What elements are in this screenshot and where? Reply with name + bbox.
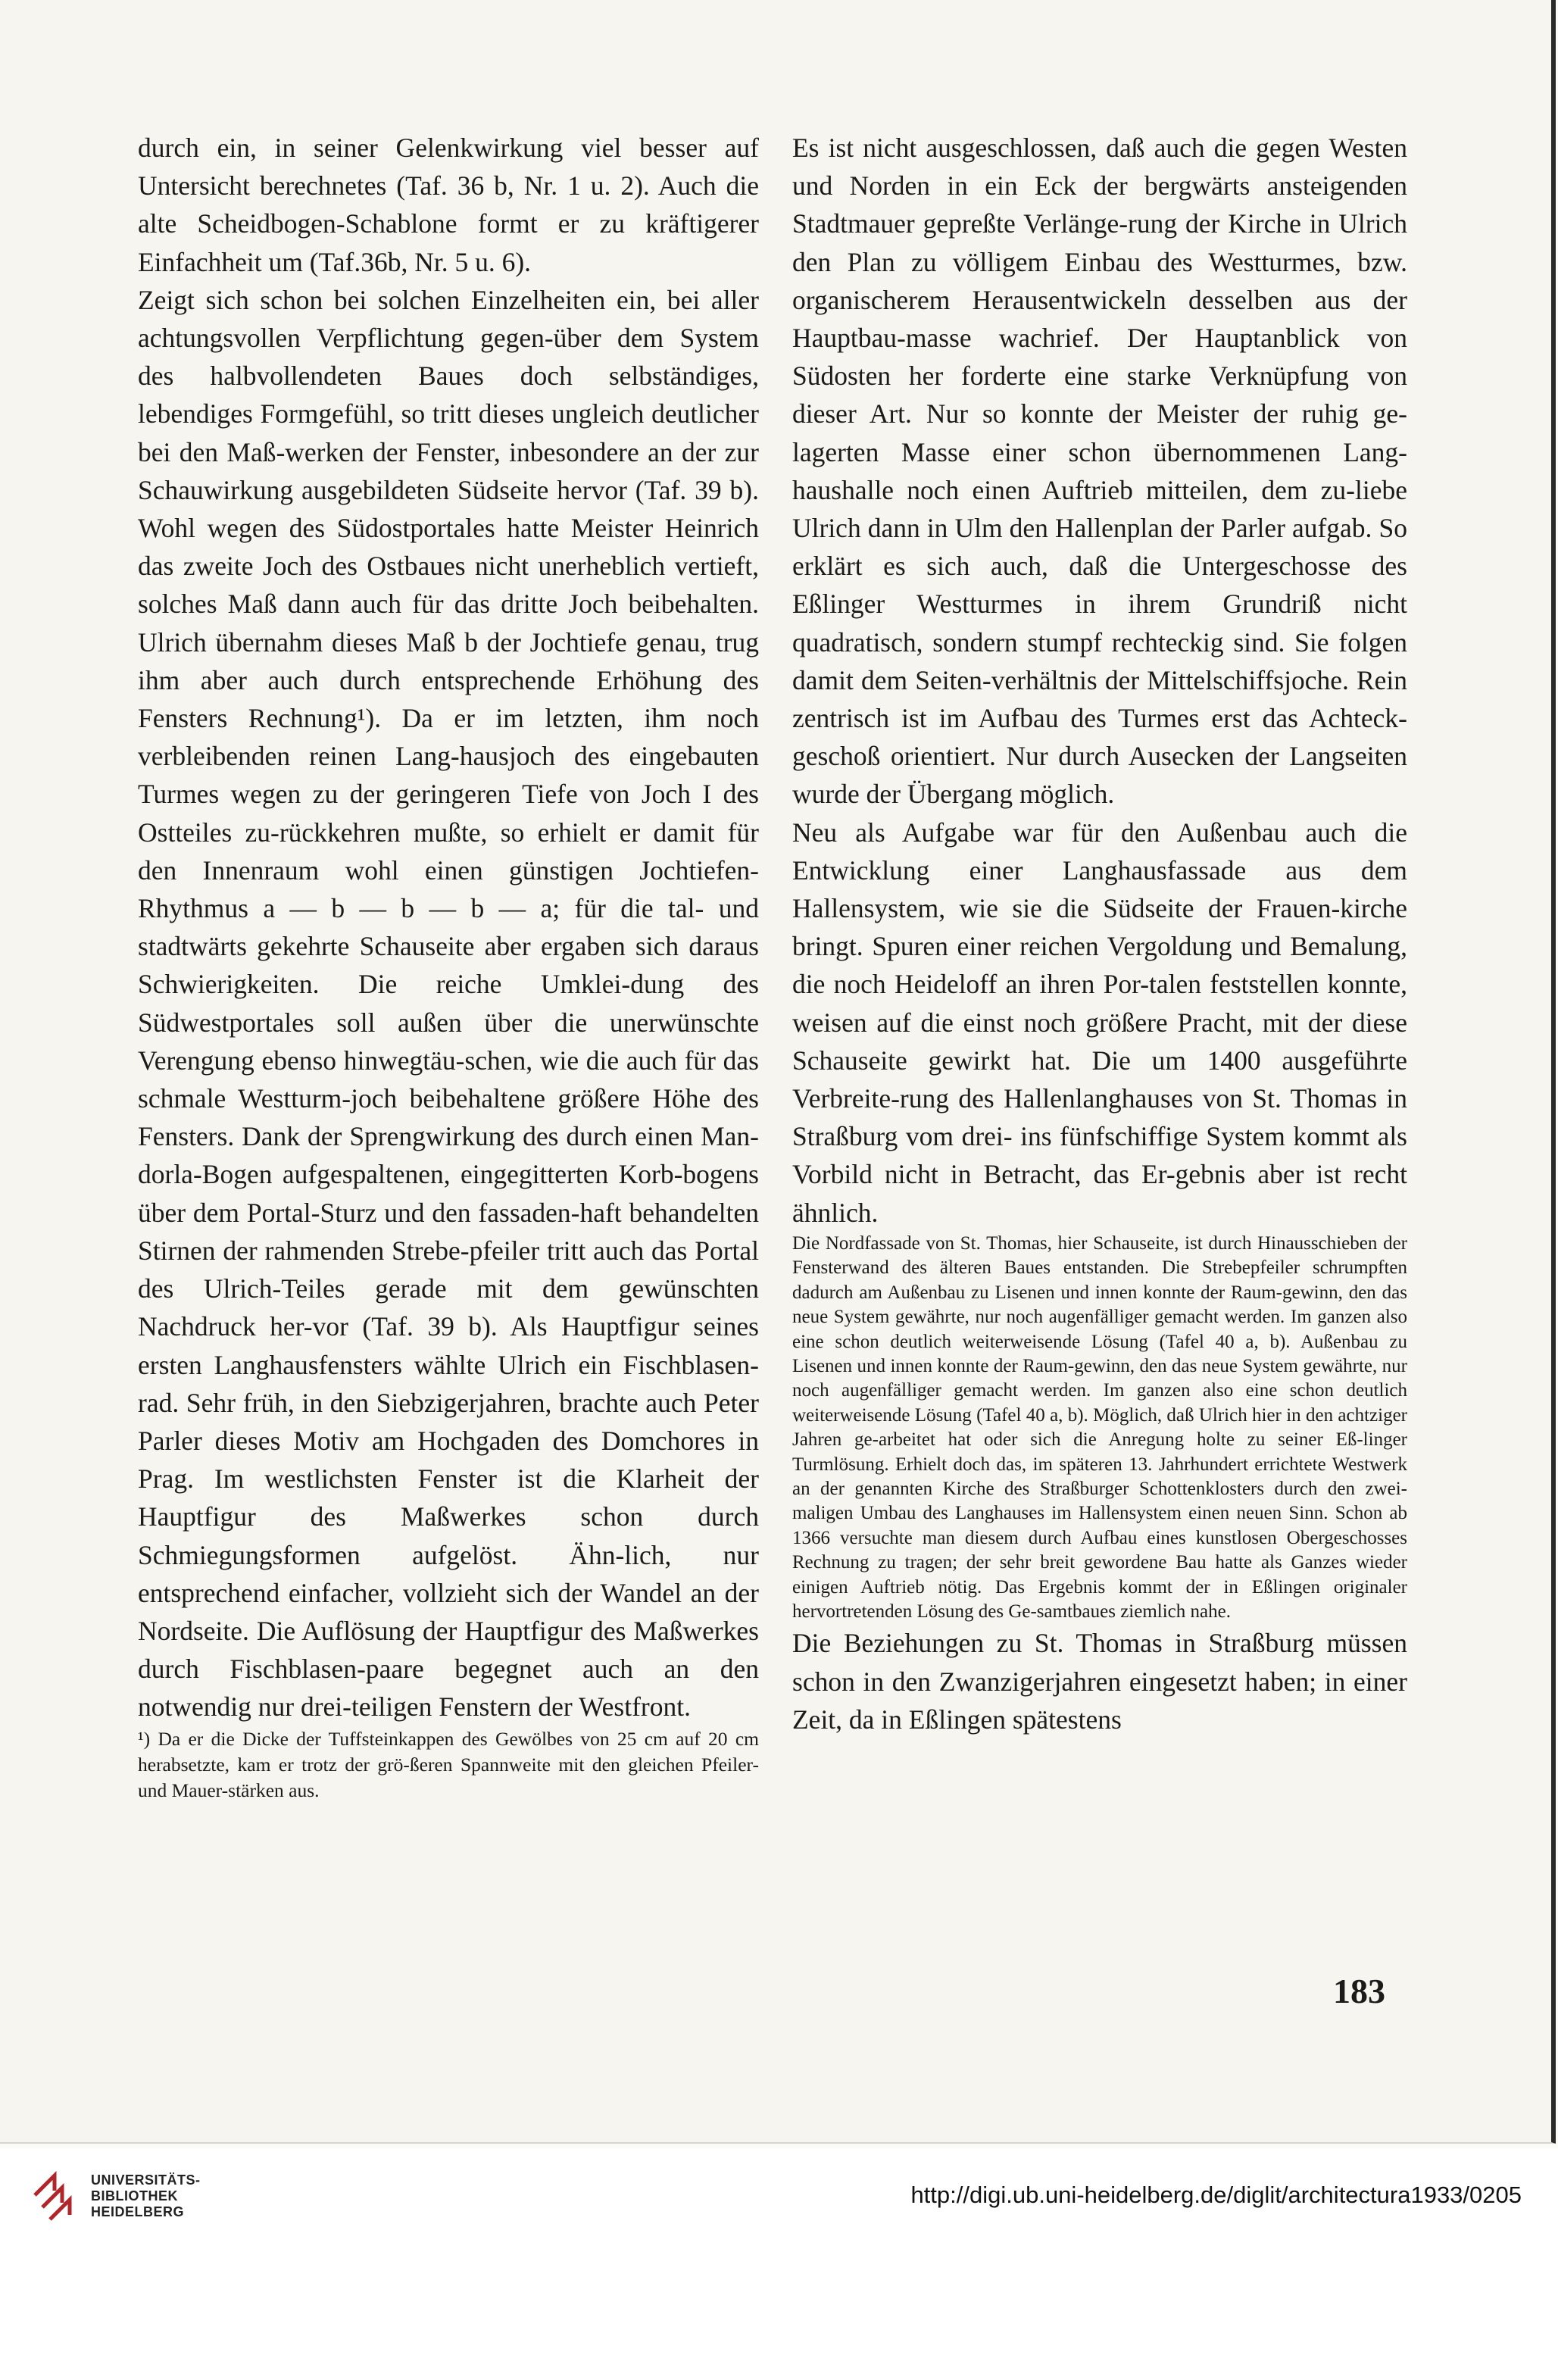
left-column — [138, 129, 759, 1804]
right-paragraph-1: Es ist nicht ausgeschlossen, daß auch die gegen Westen und Norden in ein Eck der bergwärts ansteigenden Stadtmauer gepreßte Verlänge-rung der Kirche in Ulrich den Plan zu völligem Einbau des Westturmes, bzw. organischerem Herausentwickeln desselben aus der Hauptbau-masse wachrief. Der Hauptanblick von Südosten her forderte eine starke Verknüpfung von dieser Art. Nur so konnte der Meister der ruhig ge-lagerten Masse einer schon übernommenen Lang-haushalle noch einen Auftrieb mitteilen, dem zu-liebe Ulrich dann in Ulm den Hallenplan der Parler aufgab. So erklärt es sich auch, daß die Untergeschosse des Eßlinger Westturmes in ihrem Grundriß nicht quadratisch, sondern stumpf rechteckig sind. Sie folgen damit dem Seiten-verhältnis der Mittelschiffsjoche. Rein zentrisch ist im Aufbau des Turmes erst das Achteck-geschoß orientiert. Nur durch Ausecken der Langseiten wurde der Übergang möglich. — [792, 133, 1407, 810]
page-number: 183 — [1333, 1972, 1385, 2010]
library-logo-text — [91, 2172, 201, 2220]
left-paragraph-2: Zeigt sich schon bei solchen Einzelheiten ein, bei aller achtungsvollen Verpflichtung gegen-über dem System des halbvollendeten Baues doch selbständiges, lebendiges Formgefühl, so tritt dieses ungleich deutlicher bei den Maß-werken der Fenster, inbesondere an der zur Schauwirkung ausgebildeten Südseite hervor (Taf. 39 b). Wohl wegen des Südostportales hatte Meister Heinrich das zweite Joch des Ostbaues nicht unerheblich vertieft, solches Maß dann auch für das dritte Joch beibehalten. Ulrich übernahm dieses Maß b der Jochtiefe genau, trug ihm aber auch durch entsprechende Erhöhung des Fensters Rechnung¹). Da er im letzten, ihm noch verbleibenden reinen Lang-hausjoch des eingebauten Turmes wegen zu der geringeren Tiefe von Joch I des Ostteiles zu-rückkehren mußte, so erhielt er damit für den Innenraum wohl einen günstigen Jochtiefen-Rhythmus a — b — b — b — a; für die tal- und stadtwärts gekehrte Schauseite aber ergaben sich daraus Schwierigkeiten. Die reiche Umklei-dung des Südwestportales soll außen über die unerwünschte Verengung ebenso hinwegtäu-schen, wie die auch für das schmale Westturm-joch beibehaltene größere Höhe des Fensters. Dank der Sprengwirkung des durch einen Man-dorla-Bogen aufgespaltenen, eingegitterten Korb-bogens über dem Portal-Sturz und den fassaden-haft behandelten Stirnen der rahmenden Strebe-pfeiler tritt auch das Portal des Ulrich-Teiles gerade mit dem gewünschten Nachdruck her-vor (Taf. 39 b). Als Hauptfigur seines ersten Langhausfensters wählte Ulrich ein Fischblasen-rad. Sehr früh, in den Siebzigerjahren, brachte auch Peter Parler dieses Motiv am Hochgaden des Domchores in Prag. Im westlichsten Fenster ist die Klarheit der Hauptfigur des Maßwerkes schon durch Schmiegungsformen aufgelöst. Ähn-lich, nur entsprechend einfacher, vollzieht sich der Wandel an der Nordseite. Die Auflösung der Hauptfigur des Maßwerkes durch Fischblasen-paare begegnet auch an den notwendig nur drei-teiligen Fenstern der Westfront. — [138, 284, 759, 1723]
footnote: ¹) Da er die Dicke der Tuffsteinkappen des Gewölbes von 25 cm auf 20 cm herabsetzte, kam er trotz der grö-ßeren Spannweite mit den gleichen Pfeiler- und Mauer-stärken aus. — [138, 1727, 759, 1801]
library-logo-icon — [29, 2165, 82, 2233]
right-column — [792, 129, 1407, 1738]
source-url-link[interactable]: http://digi.ub.uni-heidelberg.de/diglit/architectura1933/0205 — [910, 2182, 1522, 2208]
small-print-block: Die Nordfassade von St. Thomas, hier Schauseite, ist durch Hinausschieben der Fensterwand des älteren Baues entstanden. Die Strebepfeiler schrumpften dadurch am Außenbau zu Lisenen und innen konnte der Raum-gewinn, den das neue System gewährte, nur noch augenfälliger gemacht werden. Im ganzen also eine schon deutlich weiterweisende Lösung (Tafel 40 a, b). Außenbau zu Lisenen und innen konnte der Raum-gewinn, den das neue System gewährte, nur noch augenfälliger gemacht werden. Im ganzen also eine schon deutlich weiterweisende Lösung (Tafel 40 a, b). Möglich, daß Ulrich hier in den achtziger Jahren ge-arbeitet hat oder sich die Anregung holte zu seiner Eß-linger Turmlösung. Erhielt doch das, im späteren 13. Jahrhundert errichtete Westwerk an der genannten Kirche des Straßburger Schottenklosters durch den zwei-maligen Umbau des Langhauses im Hallensystem einen neuen Sinn. Schon ab 1366 versuchte man diesem durch Aufbau eines kunstlosen Obergeschosses Rechnung zu tragen; der sehr breit gewordene Bau hatte als Ganzes wieder einigen Auftrieb nötig. Das Ergebnis kommt der in Eßlingen originaler hervortretenden Lösung des Ge-samtbaues ziemlich nahe. — [792, 1232, 1407, 1622]
logo-line-2: BIBLIOTHEK — [91, 2188, 178, 2204]
logo-line-3: HEIDELBERG — [91, 2204, 185, 2219]
right-paragraph-2: Neu als Aufgabe war für den Außenbau auch die Entwicklung einer Langhausfassade aus dem Hallensystem, wie sie die Südseite der Frauen-kirche bringt. Spuren einer reichen Vergoldung und Bemalung, die noch Heideloff an ihren Por-talen feststellen konnte, weisen auf die einst noch größere Pracht, mit der diese Schauseite gewirkt hat. Die um 1400 ausgeführte Verbreite-rung des Hallenlanghauses von St. Thomas in Straßburg vom drei- ins fünfschiffige System kommt als Vorbild nicht in Betracht, das Er-gebnis aber ist recht ähnlich. — [792, 817, 1407, 1228]
logo-line-1: UNIVERSITÄTS- — [91, 2172, 201, 2188]
right-paragraph-final: Die Beziehungen zu St. Thomas in Straßburg müssen schon in den Zwanzigerjahren eingesetzt haben; in einer Zeit, da in Eßlingen spätestens — [792, 1628, 1407, 1735]
left-paragraph-1: durch ein, in seiner Gelenkwirkung viel besser auf Untersicht berechnetes (Taf. 36 b, Nr. 1 u. 2). Auch die alte Scheidbogen-Schablone formt er zu kräftigerer Einfachheit um (Taf.36b, Nr. 5 u. 6). — [138, 133, 759, 277]
